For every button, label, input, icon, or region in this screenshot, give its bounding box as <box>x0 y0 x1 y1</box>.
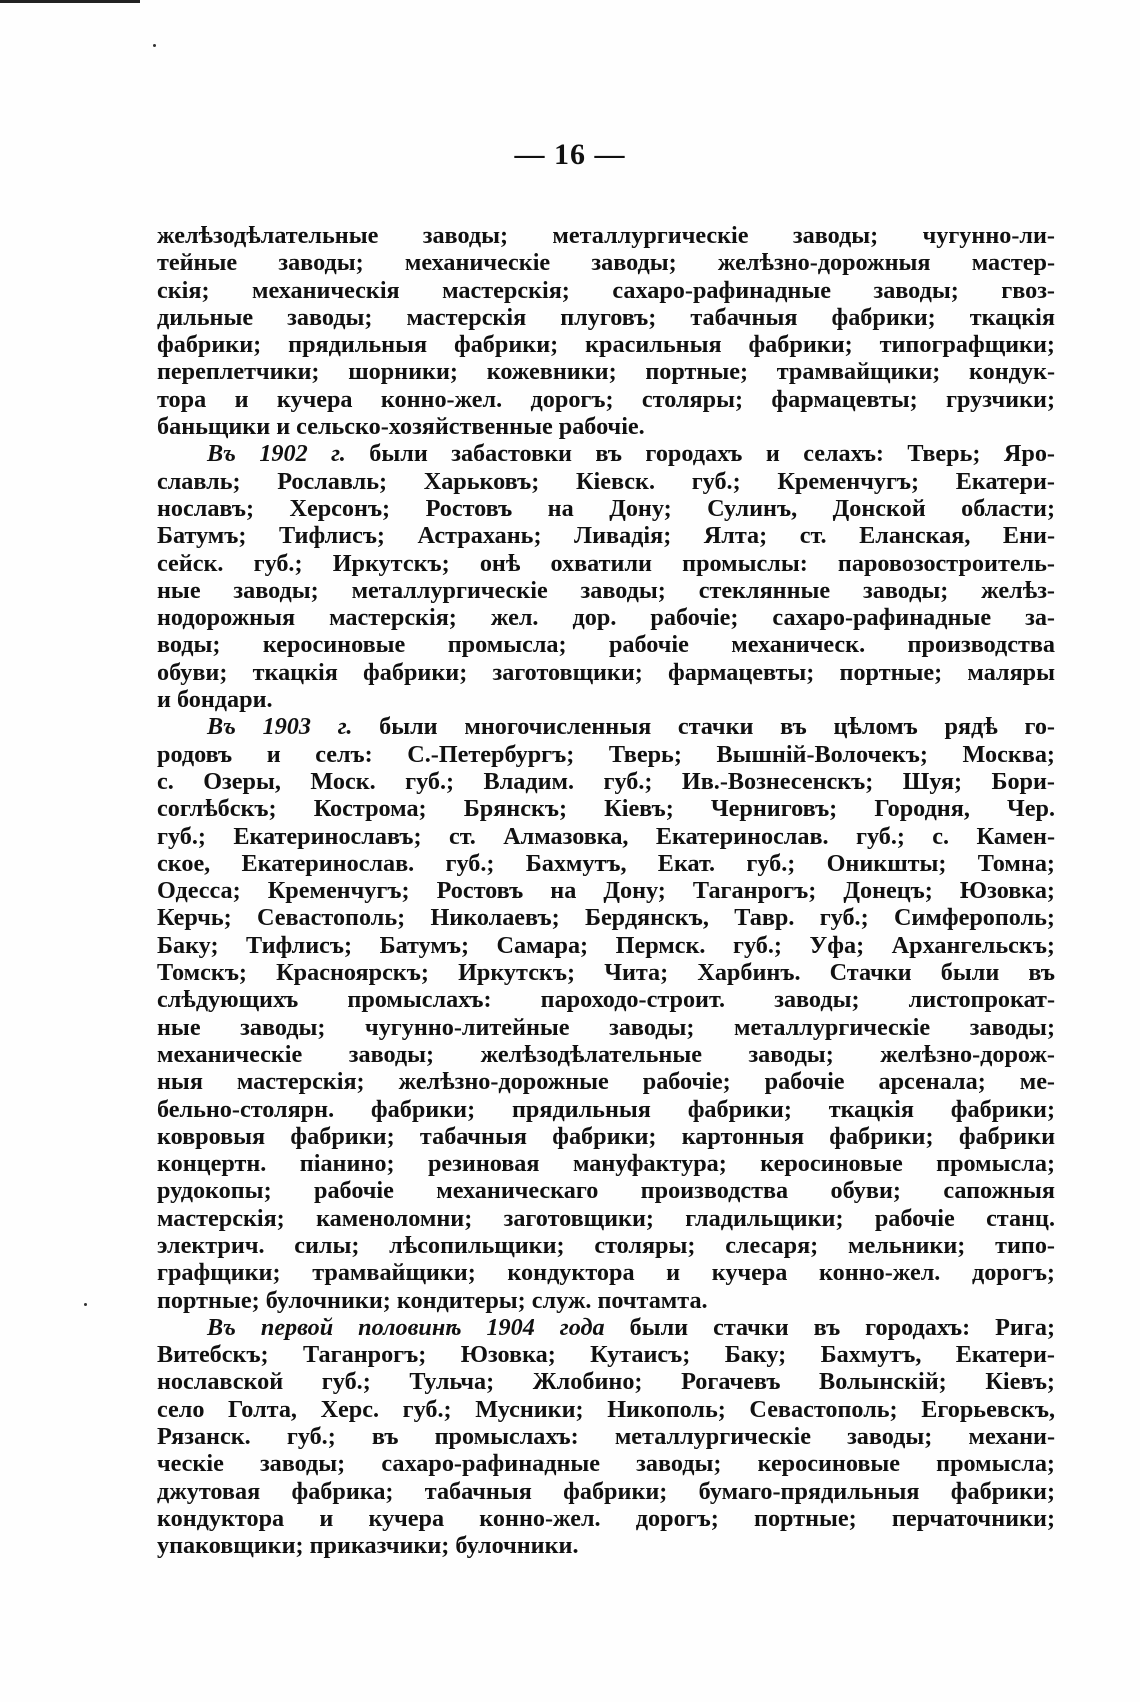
line-text: Одесса; Кременчугъ; Ростовъ на Дону; Таганрогъ; Донецъ; Юзовка; <box>157 877 1055 905</box>
paragraph <box>157 440 1055 713</box>
text-line <box>157 577 1055 604</box>
scan-edge-rule <box>0 0 140 3</box>
text-line <box>157 386 1055 413</box>
line-text: Керчь; Севастополь; Николаевъ; Бердянскъ, Тавр. губ.; Симферополь; <box>157 904 1055 932</box>
line-text: Витебскъ; Таганрогъ; Юзовка; Кутаисъ; Баку; Бахмутъ, Екатери- <box>157 1341 1055 1369</box>
line-text: нославъ; Херсонъ; Ростовъ на Дону; Сулинъ, Донской области; <box>157 494 1055 522</box>
text-line <box>157 631 1055 658</box>
line-text: нодорожныя мастерскія; жел. дор. рабочіе; сахаро-рафинадные за- <box>157 604 1055 632</box>
line-text: тора и кучера конно-жел. дорогъ; столяры; фармацевты; грузчики; <box>157 385 1055 413</box>
line-text: фабрики; прядильныя фабрики; красильныя фабрики; типографщики; <box>157 331 1055 359</box>
text-line <box>157 1041 1055 1068</box>
line-text: Батумъ; Тифлисъ; Астрахань; Ливадія; Ялта; ст. Еланская, Ени- <box>157 522 1055 550</box>
line-text: ковровыя фабрики; табачныя фабрики; картонныя фабрики; фабрики <box>157 1122 1055 1150</box>
line-text: ныя мастерскія; желѣзно-дорожные рабочіе; рабочіе арсенала; ме- <box>157 1068 1055 1096</box>
text-line <box>157 1232 1055 1259</box>
line-text: были стачки въ городахъ: Рига; <box>604 1313 1055 1341</box>
paragraph-lead: Въ 1903 г. <box>207 713 353 741</box>
text-line <box>157 277 1055 304</box>
text-line <box>157 1123 1055 1150</box>
paragraph <box>157 222 1055 440</box>
text-line <box>157 1532 1055 1559</box>
text-line <box>157 331 1055 358</box>
line-text: скія; механическія мастерскія; сахаро-рафинадные заводы; гвоз- <box>157 276 1055 304</box>
text-line <box>157 1014 1055 1041</box>
paragraph <box>157 1314 1055 1560</box>
line-text: родовъ и селъ: С.-Петербургъ; Тверь; Вышній-Волочекъ; Москва; <box>157 740 1055 768</box>
line-text: Баку; Тифлисъ; Батумъ; Самара; Пермск. губ.; Уфа; Архангельскъ; <box>157 931 1055 959</box>
line-text: тейные заводы; механическіе заводы; желѣзно-дорожныя мастер- <box>157 249 1055 277</box>
line-text: село Голта, Херс. губ.; Мусники; Никополь; Севастополь; Егорьевскъ, <box>157 1395 1055 1423</box>
text-line <box>157 358 1055 385</box>
text-line <box>157 713 1055 740</box>
line-text: были забастовки въ городахъ и селахъ: Тверь; Яро- <box>345 440 1055 468</box>
text-line <box>157 686 1055 713</box>
page-number: — 16 — <box>514 138 626 171</box>
line-text: славль; Рославль; Харьковъ; Кіевск. губ.; Кременчугъ; Екатери- <box>157 467 1055 495</box>
text-line <box>157 1205 1055 1232</box>
text-line <box>157 986 1055 1013</box>
line-text: соглѣбскъ; Кострома; Брянскъ; Кіевъ; Черниговъ; Городня, Чер. <box>157 795 1055 823</box>
text-line <box>157 413 1055 440</box>
line-text: губ.; Екатеринославъ; ст. Алмазовка, Екатеринослав. губ.; с. Камен- <box>157 822 1055 850</box>
scan-speck <box>84 1303 87 1306</box>
line-text: электрич. силы; лѣсопильщики; столяры; слесаря; мельники; типо- <box>157 1231 1055 1259</box>
text-line <box>157 1450 1055 1477</box>
text-line <box>157 959 1055 986</box>
line-text: ные заводы; чугунно-литейные заводы; металлургическіе заводы; <box>157 1013 1055 1041</box>
text-line <box>157 741 1055 768</box>
paragraph-lead: Въ первой половинѣ 1904 года <box>207 1313 605 1341</box>
line-text: портные; булочники; кондитеры; служ. почтамта. <box>157 1286 708 1314</box>
line-text: джутовая фабрика; табачныя фабрики; бумаго-прядильныя фабрики; <box>157 1477 1055 1505</box>
text-line <box>157 1396 1055 1423</box>
text-line <box>157 1096 1055 1123</box>
scan-speck <box>153 44 156 47</box>
line-text: Томскъ; Красноярскъ; Иркутскъ; Чита; Харбинъ. Стачки были въ <box>157 959 1055 987</box>
line-text: переплетчики; шорники; кожевники; портные; трамвайщики; кондук- <box>157 358 1055 386</box>
line-text: баньщики и сельско-хозяйственные рабочіе. <box>157 413 645 441</box>
line-text: воды; керосиновые промысла; рабочіе механическ. производства <box>157 631 1055 659</box>
line-text: концертн. піанино; резиновая мануфактура; керосиновые промысла; <box>157 1150 1055 1178</box>
line-text: были многочисленныя стачки въ цѣломъ рядѣ го- <box>352 713 1055 741</box>
text-line <box>157 1287 1055 1314</box>
text-line <box>157 1478 1055 1505</box>
text-line <box>157 1314 1055 1341</box>
text-line <box>157 1423 1055 1450</box>
text-line <box>157 1150 1055 1177</box>
text-line <box>157 1368 1055 1395</box>
line-text: Рязанск. губ.; въ промыслахъ: металлургическіе заводы; механи- <box>157 1423 1055 1451</box>
line-text: слѣдующихъ промыслахъ: пароходо-строит. заводы; листопрокат- <box>157 986 1055 1014</box>
text-line <box>157 768 1055 795</box>
text-line <box>157 440 1055 467</box>
text-line <box>157 604 1055 631</box>
line-text: механическіе заводы; желѣзодѣлательные заводы; желѣзно-дорож- <box>157 1040 1055 1068</box>
text-line <box>157 1259 1055 1286</box>
text-line <box>157 468 1055 495</box>
line-text: упаковщики; приказчики; булочники. <box>157 1532 579 1560</box>
line-text: и бондари. <box>157 686 273 714</box>
text-line <box>157 823 1055 850</box>
line-text: графщики; трамвайщики; кондуктора и кучера конно-жел. дорогъ; <box>157 1259 1055 1287</box>
text-line <box>157 222 1055 249</box>
text-line <box>157 495 1055 522</box>
text-line <box>157 1068 1055 1095</box>
line-text: ское, Екатеринослав. губ.; Бахмутъ, Екат. губ.; Оникшты; Томна; <box>157 849 1055 877</box>
text-line <box>157 550 1055 577</box>
line-text: рудокопы; рабочіе механическаго производства обуви; сапожныя <box>157 1177 1055 1205</box>
text-line <box>157 795 1055 822</box>
text-line <box>157 1177 1055 1204</box>
text-line <box>157 304 1055 331</box>
text-line <box>157 249 1055 276</box>
line-text: ческіе заводы; сахаро-рафинадные заводы; керосиновые промысла; <box>157 1450 1055 1478</box>
text-line <box>157 932 1055 959</box>
line-text: ные заводы; металлургическіе заводы; стеклянные заводы; желѣз- <box>157 576 1055 604</box>
line-text: желѣзодѣлательные заводы; металлургическіе заводы; чугунно-ли- <box>157 222 1055 249</box>
paragraph <box>157 713 1055 1314</box>
line-text: сейск. губ.; Иркутскъ; онѣ охватили промыслы: паровозостроитель- <box>157 549 1055 577</box>
paragraph-lead: Въ 1902 г. <box>207 440 346 468</box>
text-line <box>157 1341 1055 1368</box>
line-text: кондуктора и кучера конно-жел. дорогъ; портные; перчаточники; <box>157 1504 1055 1532</box>
text-line <box>157 1505 1055 1532</box>
line-text: дильные заводы; мастерскія плуговъ; табачныя фабрики; ткацкія <box>157 303 1055 331</box>
text-line <box>157 850 1055 877</box>
text-line <box>157 877 1055 904</box>
line-text: обуви; ткацкія фабрики; заготовщики; фармацевты; портные; маляры <box>157 658 1055 686</box>
text-line <box>157 522 1055 549</box>
text-line <box>157 904 1055 931</box>
text-line <box>157 659 1055 686</box>
line-text: мастерскія; каменоломни; заготовщики; гладильщики; рабочіе станц. <box>157 1204 1055 1232</box>
line-text: нославской губ.; Тульча; Жлобино; Рогачевъ Волынскій; Кіевъ; <box>157 1368 1055 1396</box>
line-text: бельно-столярн. фабрики; прядильныя фабрики; ткацкія фабрики; <box>157 1095 1055 1123</box>
line-text: с. Озеры, Моск. губ.; Владим. губ.; Ив.-Вознесенскъ; Шуя; Бори- <box>157 767 1055 795</box>
body-text <box>157 222 1055 1560</box>
